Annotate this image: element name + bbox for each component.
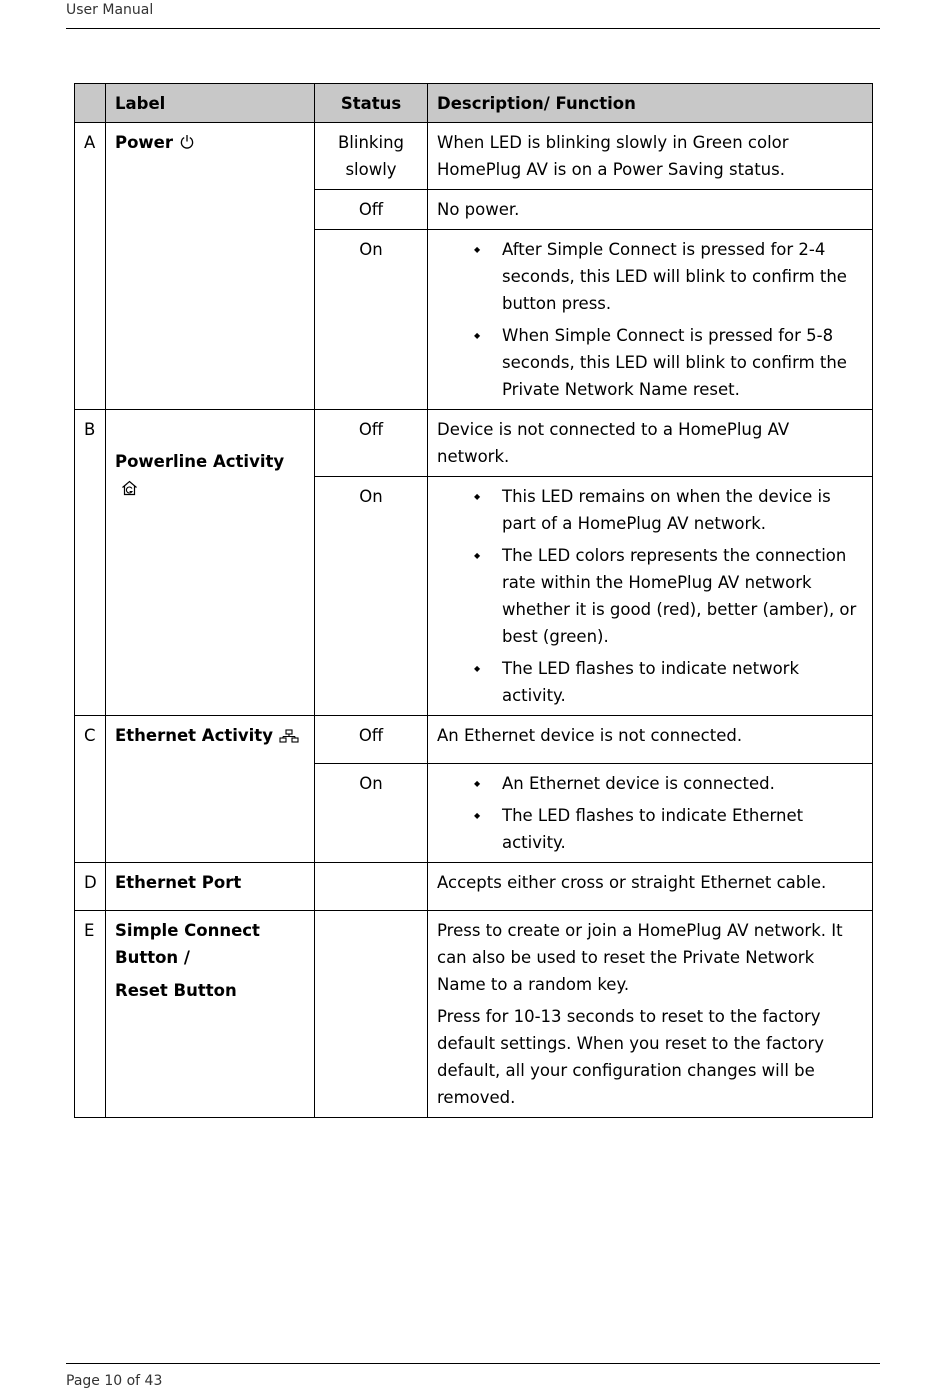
list-item: ◆ An Ethernet device is connected. bbox=[474, 770, 863, 797]
status-on: On bbox=[315, 230, 428, 410]
label-reset-button: Reset Button bbox=[115, 981, 237, 1000]
label-ethernet-activity bbox=[106, 716, 315, 863]
paragraph: Press to create or join a HomePlug AV network. It can also be used to reset the Private Network Name to a random key. bbox=[437, 921, 843, 994]
table-row bbox=[75, 716, 873, 764]
list-item: ◆ The LED colors represents the connection rate within the HomePlug AV network whether it is good (red), better (amber), or best (green). bbox=[474, 542, 863, 650]
label-ethernet-port: Ethernet Port bbox=[106, 863, 315, 911]
power-icon bbox=[179, 131, 195, 158]
status-empty bbox=[315, 863, 428, 911]
header-rule bbox=[66, 28, 880, 29]
row-letter-a: A bbox=[75, 123, 106, 410]
table-header-row bbox=[75, 84, 873, 123]
status-off: Off bbox=[315, 410, 428, 477]
paragraph: Press for 10-13 seconds to reset to the factory default settings. When you reset to the factory default, all your configuration changes will be removed. bbox=[437, 1007, 825, 1107]
desc-ethernet-off: An Ethernet device is not connected. bbox=[428, 716, 873, 764]
list-item: ◆ When Simple Connect is pressed for 5-8 seconds, this LED will blink to confirm the Private Network Name reset. bbox=[474, 322, 863, 403]
page-number: Page 10 of 43 bbox=[66, 1373, 163, 1389]
header-title: User Manual bbox=[66, 2, 154, 18]
column-header-label: Label bbox=[106, 84, 315, 123]
column-header-description: Description/ Function bbox=[428, 84, 873, 123]
label-simple-connect bbox=[106, 911, 315, 1118]
desc-powerline-off: Device is not connected to a HomePlug AV network. bbox=[428, 410, 873, 477]
status-on: On bbox=[315, 764, 428, 863]
desc-simple-connect bbox=[428, 911, 873, 1118]
label-powerline-text: Powerline Activity bbox=[115, 452, 285, 471]
column-header-status: Status bbox=[315, 84, 428, 123]
label-power-spacer bbox=[106, 230, 315, 410]
desc-ethernet-port: Accepts either cross or straight Ethernet cable. bbox=[428, 863, 873, 911]
row-letter-e: E bbox=[75, 911, 106, 1118]
list-item: ◆ After Simple Connect is pressed for 2-4 seconds, this LED will blink to confirm the button press. bbox=[474, 236, 863, 317]
table-row bbox=[75, 123, 873, 190]
status-off: Off bbox=[315, 190, 428, 230]
powerline-home-icon bbox=[121, 477, 138, 504]
label-ethernet-text: Ethernet Activity bbox=[115, 726, 273, 745]
table-row bbox=[75, 410, 873, 477]
status-off: Off bbox=[315, 716, 428, 764]
label-power bbox=[106, 123, 315, 230]
row-letter-d: D bbox=[75, 863, 106, 911]
list-item: ◆ This LED remains on when the device is part of a HomePlug AV network. bbox=[474, 483, 863, 537]
desc-power-on bbox=[428, 230, 873, 410]
label-powerline-activity bbox=[106, 410, 315, 716]
status-empty bbox=[315, 911, 428, 1118]
led-description-table bbox=[74, 83, 873, 1118]
table-row bbox=[75, 911, 873, 1118]
ethernet-network-icon bbox=[279, 724, 299, 751]
status-on: On bbox=[315, 477, 428, 716]
desc-ethernet-on bbox=[428, 764, 873, 863]
list-item: ◆ The LED flashes to indicate Ethernet activity. bbox=[474, 802, 863, 856]
label-simple-connect-line2: Button / bbox=[115, 948, 190, 967]
label-simple-connect-line1: Simple Connect bbox=[115, 921, 260, 940]
column-header-letter bbox=[75, 84, 106, 123]
label-power-text: Power bbox=[115, 133, 173, 152]
row-letter-c: C bbox=[75, 716, 106, 863]
desc-power-off: No power. bbox=[428, 190, 873, 230]
footer-rule bbox=[66, 1363, 880, 1364]
status-blinking-slowly: Blinking slowly bbox=[315, 123, 428, 190]
desc-powerline-on bbox=[428, 477, 873, 716]
row-letter-b: B bbox=[75, 410, 106, 716]
list-item: ◆ The LED flashes to indicate network activity. bbox=[474, 655, 863, 709]
desc-power-blinking: When LED is blinking slowly in Green color HomePlug AV is on a Power Saving status. bbox=[428, 123, 873, 190]
table-row bbox=[75, 230, 873, 410]
table-row bbox=[75, 863, 873, 911]
